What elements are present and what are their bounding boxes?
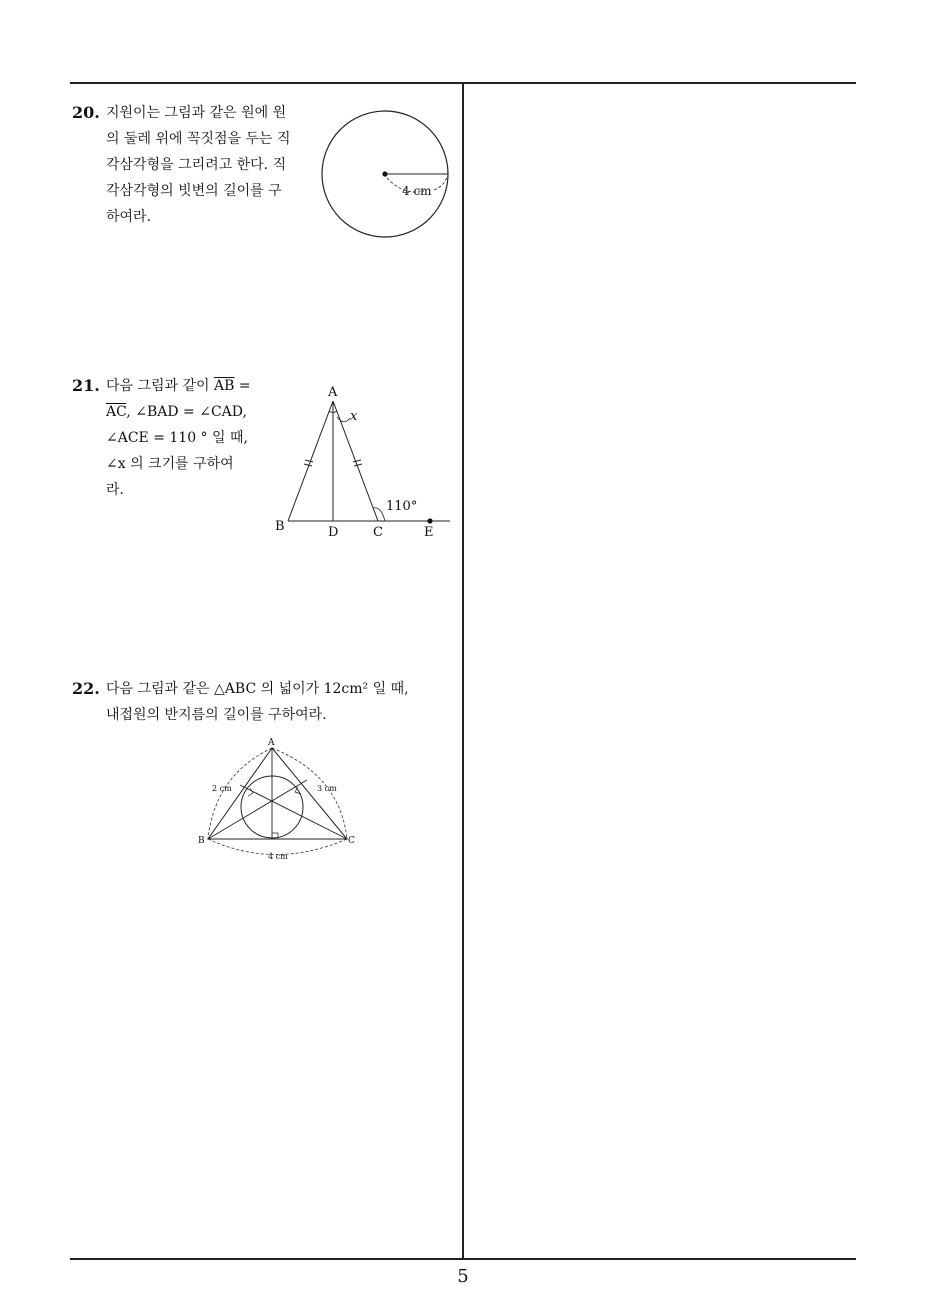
question-text — [106, 676, 409, 728]
label-a: A — [268, 738, 275, 748]
question-line: 내접원의 반지름의 길이를 구하여라. — [106, 707, 327, 723]
text-fragment: 다음 그림과 같이 — [106, 378, 215, 394]
label-e: E — [424, 525, 434, 540]
right-angle-marks — [248, 787, 301, 839]
column-divider — [462, 83, 464, 1259]
radius-label: 4 cm — [402, 184, 432, 198]
question-line — [106, 373, 251, 399]
angle-arc-ace — [373, 508, 385, 521]
question-line — [106, 399, 251, 425]
label-left-length: 2 cm — [212, 784, 232, 793]
question-line: ∠x 의 크기를 구하여 — [106, 456, 234, 472]
page-number: 5 — [457, 1266, 469, 1287]
question-number: 21. — [72, 376, 100, 395]
question-line: 지원이는 그림과 같은 원에 원 — [106, 105, 287, 121]
question-text — [106, 373, 251, 503]
segment-ab: $\overline{AB}$ — [214, 378, 235, 394]
label-c: C — [373, 525, 383, 540]
question-line: ∠ACE = 110 ° 일 때, — [106, 430, 248, 446]
triangle-abc — [208, 748, 347, 839]
text-fragment: , ∠BAD = ∠CAD, — [126, 404, 247, 420]
question-line: 각삼각형을 그리려고 한다. 직 — [106, 157, 287, 173]
label-b: B — [275, 519, 285, 534]
question-line: 각삼각형의 빗변의 길이를 구 — [106, 183, 282, 199]
question-line: 라. — [106, 482, 124, 498]
label-a: A — [328, 385, 338, 400]
isosceles-triangle-figure — [270, 380, 460, 545]
question-text — [106, 100, 291, 230]
circle-figure — [316, 104, 456, 244]
point-e — [427, 518, 432, 523]
question-number: 22. — [72, 679, 100, 698]
label-c: C — [348, 836, 355, 846]
label-right-length: 3 cm — [317, 784, 337, 793]
question-line: 의 둘레 위에 꼭짓점을 두는 직 — [106, 131, 291, 147]
incircle-figure — [195, 735, 365, 865]
question-line: 하여라. — [106, 209, 152, 225]
label-b: B — [198, 836, 205, 846]
bottom-rule — [70, 1258, 856, 1260]
question-line: 다음 그림과 같은 △ABC 의 넓이가 12cm² 일 때, — [106, 681, 409, 697]
text-fragment: = — [234, 378, 251, 394]
label-110: 110° — [386, 499, 418, 514]
label-bottom-length: 4 cm — [268, 852, 288, 861]
question-number: 20. — [72, 103, 100, 122]
label-d: D — [328, 525, 339, 540]
segment-ac: $\overline{AC}$ — [106, 404, 127, 420]
label-x: x — [350, 409, 358, 424]
